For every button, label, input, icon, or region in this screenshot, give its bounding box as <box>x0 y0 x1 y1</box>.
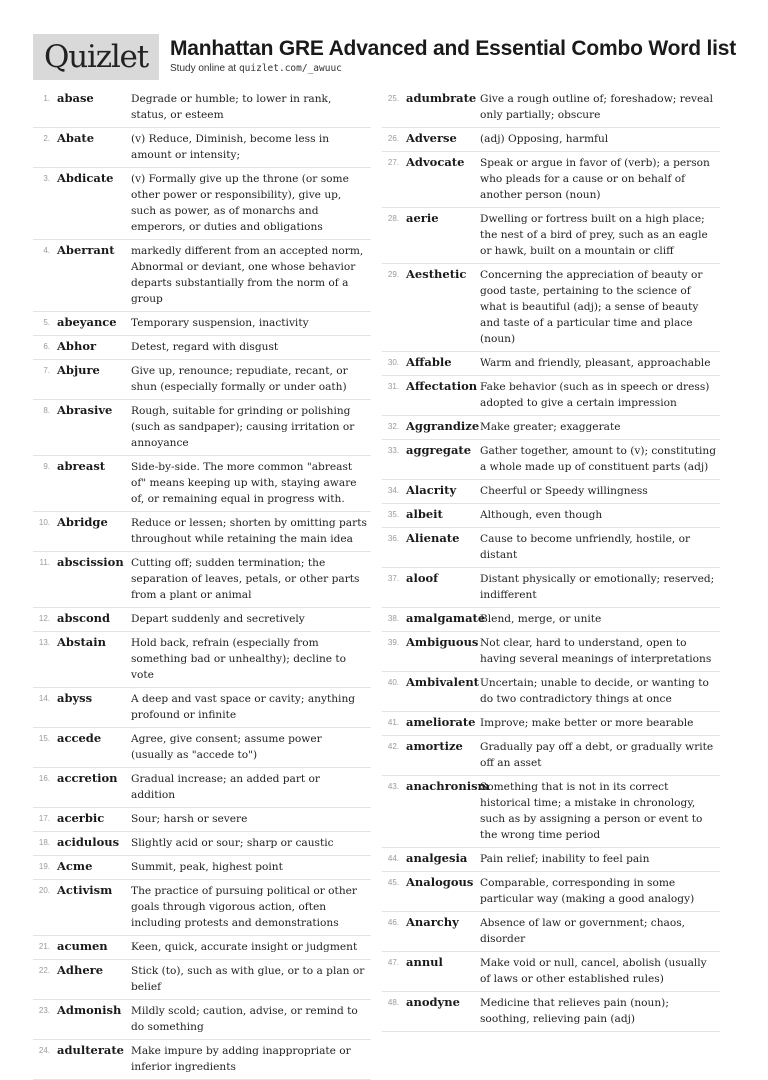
word-entry <box>33 400 371 456</box>
entry-term: accretion <box>57 771 118 785</box>
entry-number: 17. <box>38 814 50 823</box>
entry-definition: Summit, peak, highest point <box>131 861 283 873</box>
entry-term: ameliorate <box>406 715 476 729</box>
entry-term: Abjure <box>57 363 100 377</box>
word-entry <box>33 552 371 608</box>
entry-number: 35. <box>387 510 399 519</box>
entry-term: Admonish <box>57 1003 122 1017</box>
entry-definition: Fake behavior (such as in speech or dress) adopted to give a certain impression <box>480 381 710 409</box>
entry-term: Alacrity <box>406 483 457 497</box>
entry-term: Ambivalent <box>406 675 479 689</box>
word-entry <box>382 992 720 1032</box>
entry-term: Abstain <box>57 635 106 649</box>
entry-number: 7. <box>43 366 50 375</box>
word-entry <box>33 608 371 632</box>
word-entry <box>382 872 720 912</box>
word-entry <box>382 568 720 608</box>
entry-term: annul <box>406 955 443 969</box>
entry-term: Advocate <box>406 155 465 169</box>
entry-definition: Something that is not in its correct historical time; a mistake in chronology, such as by assigning a person or event to the wrong time period <box>480 781 703 841</box>
entry-term: Anarchy <box>406 915 459 929</box>
word-entry <box>382 608 720 632</box>
entry-number: 29. <box>387 270 399 279</box>
entry-definition: Keen, quick, accurate insight or judgment <box>131 941 358 953</box>
entry-number: 6. <box>43 342 50 351</box>
entry-definition: Detest, regard with disgust <box>131 341 279 353</box>
word-entry <box>33 336 371 360</box>
entry-number: 46. <box>387 918 399 927</box>
entry-number: 8. <box>43 406 50 415</box>
entry-definition: (v) Reduce, Diminish, become less in amount or intensity; <box>131 133 330 161</box>
entry-number: 27. <box>387 158 399 167</box>
entry-definition: Distant physically or emotionally; reserved; indifferent <box>480 573 715 601</box>
word-entry <box>33 512 371 552</box>
entry-number: 14. <box>38 694 50 703</box>
entry-term: abyss <box>57 691 93 705</box>
entry-number: 24. <box>38 1046 50 1055</box>
entry-definition: Side-by-side. The more common "abreast of" means keeping up with, staying aware of, or remaining equal in progress with. <box>131 461 357 505</box>
entry-definition: Agree, give consent; assume power (usually as "accede to") <box>131 733 322 761</box>
entry-term: Affable <box>406 355 452 369</box>
entry-number: 23. <box>38 1006 50 1015</box>
entry-definition: Improve; make better or more bearable <box>480 717 694 729</box>
entry-term: adulterate <box>57 1043 124 1057</box>
entry-definition: Although, even though <box>480 509 603 521</box>
word-entry <box>382 632 720 672</box>
word-entry <box>382 152 720 208</box>
word-entry <box>382 736 720 776</box>
entry-term: acidulous <box>57 835 120 849</box>
word-entry <box>382 376 720 416</box>
word-entry <box>33 768 371 808</box>
entry-term: Abridge <box>57 515 108 529</box>
entry-term: accede <box>57 731 102 745</box>
word-entry <box>382 208 720 264</box>
word-entry <box>33 832 371 856</box>
entry-definition: Slightly acid or sour; sharp or caustic <box>131 837 334 849</box>
entry-definition: Mildly scold; caution, advise, or remind to do something <box>131 1005 358 1033</box>
entry-number: 43. <box>387 782 399 791</box>
word-entry <box>382 440 720 480</box>
entry-definition: Blend, merge, or unite <box>480 613 602 625</box>
entry-term: anachronism <box>406 779 490 793</box>
entry-definition: (adj) Opposing, harmful <box>480 133 609 145</box>
word-entry <box>33 1040 371 1080</box>
entry-term: anodyne <box>406 995 460 1009</box>
entry-term: amalgamate <box>406 611 486 625</box>
word-entry <box>33 632 371 688</box>
word-entry <box>33 1000 371 1040</box>
word-entry <box>382 776 720 848</box>
entry-definition: Absence of law or government; chaos, disorder <box>480 917 686 945</box>
entry-definition: Speak or argue in favor of (verb); a person who pleads for a cause or on behalf of another person (noun) <box>480 157 710 201</box>
entry-number: 2. <box>43 134 50 143</box>
entry-number: 41. <box>387 718 399 727</box>
word-entry <box>33 312 371 336</box>
entry-term: Alienate <box>406 531 460 545</box>
entry-number: 36. <box>387 534 399 543</box>
entry-term: albeit <box>406 507 443 521</box>
entry-number: 30. <box>387 358 399 367</box>
word-entry <box>382 352 720 376</box>
word-entry <box>382 672 720 712</box>
entry-definition: Gather together, amount to (v); constituting a whole made up of constituent parts (adj) <box>480 445 716 473</box>
entry-number: 26. <box>387 134 399 143</box>
word-entry <box>382 712 720 736</box>
entry-number: 47. <box>387 958 399 967</box>
entry-definition: Give a rough outline of; foreshadow; reveal only partially; obscure <box>480 93 713 121</box>
entry-number: 18. <box>38 838 50 847</box>
entry-definition: Reduce or lessen; shorten by omitting parts throughout while retaining the main idea <box>131 517 367 545</box>
entry-number: 10. <box>38 518 50 527</box>
entry-definition: Cutting off; sudden termination; the separation of leaves, petals, or other parts from a plant or animal <box>131 557 360 601</box>
entry-number: 45. <box>387 878 399 887</box>
entry-term: aggregate <box>406 443 472 457</box>
subtitle-prefix: Study online at <box>170 63 239 74</box>
left-column <box>33 88 371 1080</box>
entry-term: Abdicate <box>57 171 114 185</box>
right-column <box>382 88 720 1032</box>
word-entry <box>33 88 371 128</box>
entry-number: 9. <box>43 462 50 471</box>
entry-definition: Cause to become unfriendly, hostile, or distant <box>480 533 691 561</box>
entry-number: 22. <box>38 966 50 975</box>
entry-definition: Hold back, refrain (especially from something bad or unhealthy); decline to vote <box>131 637 347 681</box>
word-entry <box>382 480 720 504</box>
entry-term: Analogous <box>406 875 474 889</box>
entry-term: aloof <box>406 571 439 585</box>
page-subtitle <box>170 63 342 74</box>
word-entry <box>382 952 720 992</box>
entry-definition: Stick (to), such as with glue, or to a plan or belief <box>131 965 365 993</box>
entry-term: Abrasive <box>57 403 113 417</box>
entry-number: 11. <box>39 558 50 567</box>
entry-number: 20. <box>38 886 50 895</box>
entry-number: 42. <box>387 742 399 751</box>
entry-number: 28. <box>387 214 399 223</box>
entry-number: 33. <box>387 446 399 455</box>
entry-definition: markedly different from an accepted norm, Abnormal or deviant, one whose behavior departs substantially from the norm of a group <box>131 245 364 305</box>
entry-number: 5. <box>43 318 50 327</box>
word-entry <box>33 936 371 960</box>
quizlet-logo <box>33 34 159 80</box>
entry-number: 31. <box>387 382 399 391</box>
entry-number: 16. <box>38 774 50 783</box>
entry-term: Aesthetic <box>406 267 467 281</box>
entry-definition: Make void or null, cancel, abolish (usually of laws or other established rules) <box>480 957 707 985</box>
entry-number: 21. <box>38 942 50 951</box>
word-entry <box>33 688 371 728</box>
entry-term: Acme <box>57 859 93 873</box>
word-entry <box>33 128 371 168</box>
word-entry <box>382 128 720 152</box>
word-entry <box>33 808 371 832</box>
entry-number: 34. <box>387 486 399 495</box>
entry-number: 4. <box>43 246 50 255</box>
entry-definition: Not clear, hard to understand, open to having several meanings of interpretations <box>480 637 712 665</box>
entry-number: 13. <box>38 638 50 647</box>
entry-number: 38. <box>387 614 399 623</box>
entry-term: Ambiguous <box>406 635 479 649</box>
word-entry <box>382 504 720 528</box>
entry-term: amortize <box>406 739 463 753</box>
word-entry <box>33 456 371 512</box>
entry-definition: The practice of pursuing political or other goals through vigorous action, often including protests and demonstrations <box>131 885 357 929</box>
entry-term: Activism <box>57 883 113 897</box>
entry-number: 44. <box>387 854 399 863</box>
entry-term: abase <box>57 91 94 105</box>
entry-definition: Give up, renounce; repudiate, recant, or shun (especially formally or under oath) <box>131 365 348 393</box>
entry-definition: Cheerful or Speedy willingness <box>480 485 648 497</box>
word-entry <box>33 360 371 400</box>
page-header <box>33 34 737 80</box>
word-entry <box>33 168 371 240</box>
word-entry <box>33 856 371 880</box>
entry-term: acumen <box>57 939 108 953</box>
word-entry <box>33 728 371 768</box>
entry-definition: Dwelling or fortress built on a high place; the nest of a bird of prey, such as an eagle or hawk, built on a mountain or cliff <box>480 213 708 257</box>
entry-number: 48. <box>387 998 399 1007</box>
logo-text: Quizlet <box>44 39 148 75</box>
word-entry <box>33 240 371 312</box>
entry-term: Abhor <box>57 339 97 353</box>
entry-number: 15. <box>38 734 50 743</box>
word-entry <box>382 528 720 568</box>
entry-definition: Rough, suitable for grinding or polishing (such as sandpaper); causing irritation or annoyance <box>131 405 355 449</box>
page-title: Manhattan GRE Advanced and Essential Combo Word list <box>170 37 737 60</box>
entry-definition: Comparable, corresponding in some particular way (making a good analogy) <box>480 877 695 905</box>
entry-term: acerbic <box>57 811 105 825</box>
entry-number: 40. <box>387 678 399 687</box>
entry-number: 39. <box>387 638 399 647</box>
word-entry <box>33 880 371 936</box>
entry-term: Aberrant <box>57 243 115 257</box>
entry-definition: Pain relief; inability to feel pain <box>480 853 650 865</box>
entry-term: Abate <box>57 131 95 145</box>
word-entry <box>382 416 720 440</box>
word-entry <box>382 848 720 872</box>
entry-definition: Sour; harsh or severe <box>131 813 248 825</box>
entry-number: 32. <box>387 422 399 431</box>
entry-definition: Depart suddenly and secretively <box>131 613 305 625</box>
entry-term: adumbrate <box>406 91 477 105</box>
word-entry <box>382 264 720 352</box>
entry-number: 1. <box>43 94 50 103</box>
entry-term: Aggrandize <box>406 419 480 433</box>
entry-definition: Temporary suspension, inactivity <box>131 317 309 329</box>
entry-term: Adverse <box>406 131 457 145</box>
entry-term: abreast <box>57 459 106 473</box>
entry-definition: Degrade or humble; to lower in rank, status, or esteem <box>131 93 332 121</box>
word-entry <box>382 88 720 128</box>
entry-definition: Medicine that relieves pain (noun); soothing, relieving pain (adj) <box>480 997 669 1025</box>
entry-term: Affectation <box>406 379 478 393</box>
entry-definition: Warm and friendly, pleasant, approachable <box>480 357 711 369</box>
entry-term: analgesia <box>406 851 468 865</box>
entry-definition: A deep and vast space or cavity; anything profound or infinite <box>131 693 356 721</box>
word-entry <box>33 960 371 1000</box>
entry-definition: Make greater; exaggerate <box>480 421 621 433</box>
entry-number: 37. <box>387 574 399 583</box>
entry-term: abeyance <box>57 315 117 329</box>
entry-number: 12. <box>38 614 50 623</box>
entry-number: 3. <box>43 174 50 183</box>
entry-definition: Gradually pay off a debt, or gradually write off an asset <box>480 741 714 769</box>
entry-definition: Concerning the appreciation of beauty or good taste, pertaining to the science of what is beautiful (adj); a sense of beauty and taste of a particular time and place (noun) <box>480 269 703 345</box>
entry-definition: Gradual increase; an added part or addition <box>131 773 320 801</box>
entry-term: Adhere <box>57 963 104 977</box>
entry-definition: Make impure by adding inappropriate or inferior ingredients <box>131 1045 351 1073</box>
word-entry <box>382 912 720 952</box>
entry-term: abscission <box>57 555 124 569</box>
entry-term: aerie <box>406 211 439 225</box>
entry-number: 19. <box>38 862 50 871</box>
entry-definition: Uncertain; unable to decide, or wanting to do two contradictory things at once <box>480 677 709 705</box>
entry-term: abscond <box>57 611 111 625</box>
entry-number: 25. <box>387 94 399 103</box>
entry-definition: (v) Formally give up the throne (or some other power or responsibility), give up, such as power, as of monarchs and emperors, or duties and obligations <box>131 173 349 233</box>
study-link[interactable]: quizlet.com/_awuuc <box>238 63 342 74</box>
